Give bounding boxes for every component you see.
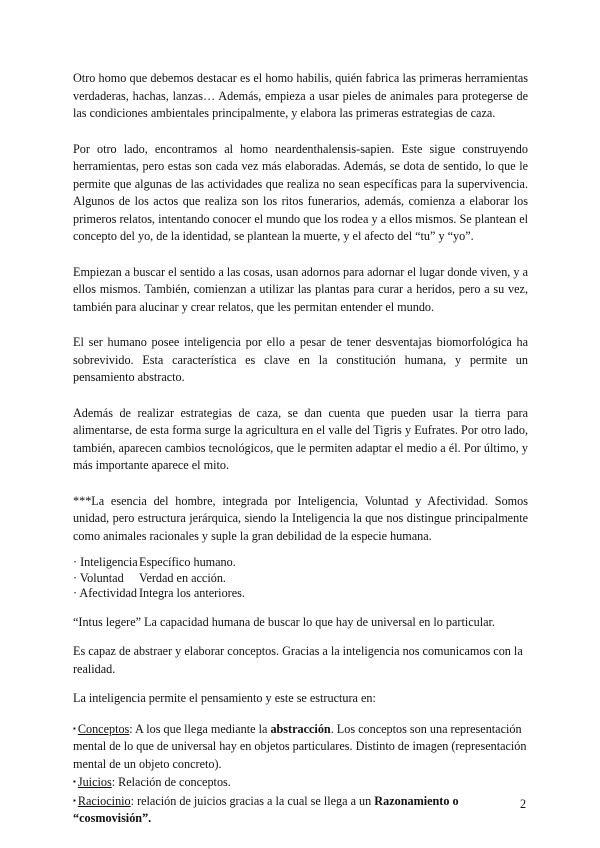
faculty-name: · Voluntad	[73, 570, 124, 585]
paragraph-agricultura: Además de realizar estrategias de caza, se dan cuenta que pueden usar la tierra para alimentarse, de esta forma surge la agricultura en el valle del Tigris y Eufrates. Por otro lado, también, aparecen cambios tecnológicos, que le permiten adaptar el medio a él. Por último, y más importante aparece el mito.	[73, 405, 528, 472]
list-item-raciocinio	[73, 792, 528, 828]
text: : A los que llega mediante la	[129, 721, 271, 736]
faculty-name: · Inteligencia	[73, 555, 138, 569]
paragraph-homo-neanderthalensis: Por otro lado, encontramos al homo neardenthalensis-sapien. Este sigue construyendo herramientas, pero estas son cada vez más elaboradas. Además, se dota de sentido, lo que le permite que algunas de las actividades que realiza no sean específicas para la supervivencia. Algunos de los actos que realiza son los ritos funerarios, además, comienza a elaborar los primeros relatos, intentando conocer el mundo que los rodea y a ellos mismos. Se plantean el concepto del yo, de la identidad, se plantean la muerte, y el afecto del “tu” y “yo”.	[73, 141, 528, 243]
bullet-icon: ▪	[73, 723, 76, 733]
list-item-juicios	[73, 773, 528, 792]
paragraph-homo-habilis: Otro homo que debemos destacar es el homo habilis, quién fabrica las primeras herramientas verdaderas, hachas, lanzas… Además, empieza a usar pieles de animales para protegerse de las condiciones ambientales principalmente, y elabora las primeras estrategias de caza.	[73, 71, 528, 120]
page-number: 2	[520, 797, 527, 811]
paragraph-abstraer: Es capaz de abstraer y elaborar conceptos. Gracias a la inteligencia nos comunicamos con la realidad.	[73, 644, 523, 676]
faculty-desc: Verdad en acción.	[139, 570, 226, 585]
term-juicios: Juicios	[77, 775, 112, 789]
bold-abstraccion: abstracción	[270, 721, 331, 736]
paragraph-esencia-hombre: ***La esencia del hombre, integrada por Inteligencia, Voluntad y Afectividad. Somos unidad, pero estructura jerárquica, siendo la Inteligencia la que nos distingue principalmente como animales racionales y suple la gran debilidad de la especie humana.	[73, 493, 528, 543]
text: : relación de juicios gracias a la cual se llega a un	[130, 793, 375, 808]
text: . Los conceptos son una representación mental de lo que de universal hay en objetos particulares. Distinto de imagen (representación mental de un objeto concreto).	[73, 721, 527, 771]
document-body	[73, 70, 528, 828]
faculty-desc: Integra los anteriores.	[139, 586, 245, 600]
list-item-conceptos	[73, 720, 528, 774]
faculties-list	[73, 555, 528, 602]
bullet-icon: ▪	[73, 777, 76, 786]
text: : Relación de conceptos.	[111, 775, 231, 789]
paragraph-intus-legere: “Intus legere” La capacidad humana de buscar lo que hay de universal en lo particular.	[73, 614, 495, 629]
term-conceptos: Conceptos	[77, 721, 130, 736]
faculty-name: · Afectividad	[73, 586, 137, 600]
paragraph-sentido: Empiezan a buscar el sentido a las cosas, usan adornos para adornar el lugar donde viven, y a ellos mismos. También, comienzan a utilizar las plantas para curar a heridos, pero a su vez, también para alucinar y crear relatos, que les permitan entender el mundo.	[73, 264, 528, 314]
list-item	[73, 571, 528, 587]
faculty-desc: Específico humano.	[139, 555, 236, 569]
bullet-icon: ▪	[73, 795, 76, 805]
paragraph-inteligencia: El ser humano posee inteligencia por ello a pesar de tener desventajas biomorfológica ha sobrevivido. Esta característica es clave en la constitución humana, y permite un pensamiento abstracto.	[73, 335, 528, 384]
bold-razonamiento: Razonamiento o “cosmovisión”.	[73, 793, 459, 825]
paragraph-pensamiento: La inteligencia permite el pensamiento y este se estructura en:	[73, 691, 376, 705]
list-item	[73, 586, 528, 602]
term-raciocinio: Raciocinio	[77, 793, 131, 808]
thought-structure-list	[73, 720, 528, 828]
list-item	[73, 555, 528, 571]
